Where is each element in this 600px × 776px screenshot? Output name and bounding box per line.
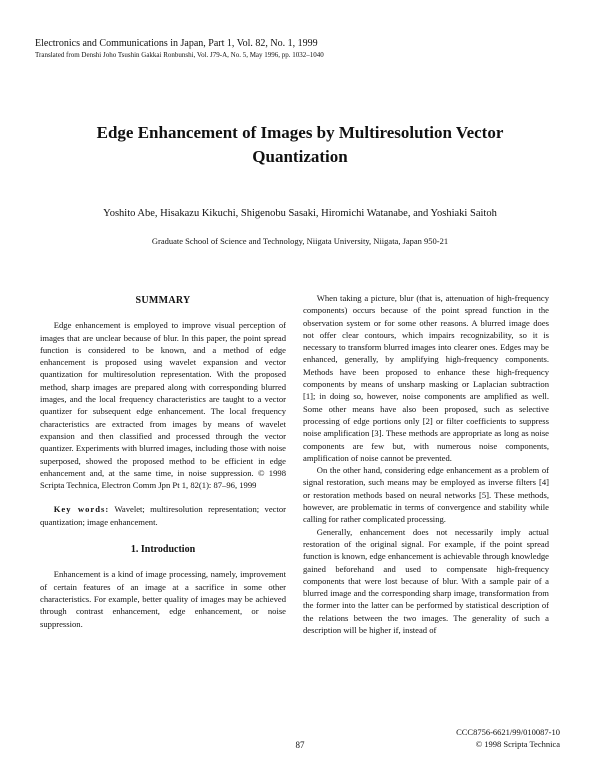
affiliation: Graduate School of Science and Technology, Niigata University, Niigata, Japan 950-21: [151, 236, 449, 246]
copyright-code: CCC8756-6621/99/010087-10: [456, 727, 560, 737]
page-number: 87: [295, 740, 305, 750]
intro-heading: 1. Introduction: [130, 544, 196, 556]
keywords-label: Key words:: [53, 504, 110, 515]
paper-title: Edge Enhancement of Images by Multiresolution Vector Quantization: [96, 123, 504, 166]
right-paragraph-1: When taking a picture, blur (that is, attenuation of high-frequency components) occurs because of the point spread function in the observation system or for some other reasons. A blurred image does not offer clear contours, which impairs recognizability, so it is necessary to transform blurred images into clearer ones. Edges may be enhanced, generally, by amplifying high-frequency components. Methods have been proposed to enhance these high-frequency components by means of unsharp masking or Laplacian subtraction [1]; in doing so, however, noise components are amplified as well. Some other means have also been proposed, such as selective processing of edge portions only [2] or filter coefficients to suppress noise amplification [3]. These methods are appropriate as long as noise components are few but, with numerous noise components, amplification of noise cannot be prevented.: [303, 293, 549, 463]
journal-header: Electronics and Communications in Japan, Part 1, Vol. 82, No. 1, 1999: [35, 38, 318, 49]
keywords-paragraph: [40, 503, 286, 528]
translation-note: Translated from Denshi Joho Tsushin Gakkai Ronbunshi, Vol. J79-A, No. 5, May 1996, pp. 1032–1040: [35, 51, 324, 59]
author-list: Yoshito Abe, Hisakazu Kikuchi, Shigenobu Sasaki, Hiromichi Watanabe, and Yoshiaki Saitoh: [103, 208, 497, 219]
left-column: [40, 292, 286, 630]
keywords-text: Wavelet; multiresolution representation; vector quantization; image enhancement.: [40, 504, 286, 527]
right-paragraph-3: Generally, enhancement does not necessarily imply actual restoration of the original signal. For example, if the point spread function is known, edge enhancement is achievable through knowledge gained beforehand and used to compensate high-frequency components that were lost because of blur. With a sample pair of a blurred image and the corresponding sharp image, transformation from the former into the latter can be performed by statistical description of the relations between the two images. The generality of such a description will be higher if, instead of: [303, 526, 549, 636]
right-column: [303, 292, 549, 636]
summary-heading: SUMMARY: [135, 295, 191, 306]
summary-text: Edge enhancement is employed to improve visual perception of images that are unclear because of blur. In this paper, the point spread function is considered to be known, and a method of edge enhancement is proposed using wavelet expansion and vector quantization for multiresolution representation. With the proposed method, sharp images are prepared along with corresponding blurred images, and the local frequency characteristics are taught to a vector quantizer for subsequent edge enhancement. The local frequency characteristics are extracted from images by means of wavelet expansion and then classified and processed through the vector quantizer. Experiments with blurred images, including those with noise superposed, showed the proposed method to be efficient in edge enhancement and, at the same time, in noise suppression. © 1998 Scripta Technica, Electron Comm Jpn Pt 1, 82(1): 87–96, 1999: [40, 320, 286, 491]
intro-paragraph-1: Enhancement is a kind of image processing, namely, improvement of certain features of an image at a sacrifice in some other characteristics. For example, better quality of images may be achieved through contrast enhancement, edge enhancement, or noise suppression.: [40, 569, 286, 629]
copyright-notice: © 1998 Scripta Technica: [475, 739, 560, 749]
right-paragraph-2: On the other hand, considering edge enhancement as a problem of signal restoration, such means may be employed as inverse filters [4] or restoration methods based on neural networks [5]. These methods, however, are problematic in terms of convergence and stability while calling for rather complicated processing.: [303, 465, 549, 525]
